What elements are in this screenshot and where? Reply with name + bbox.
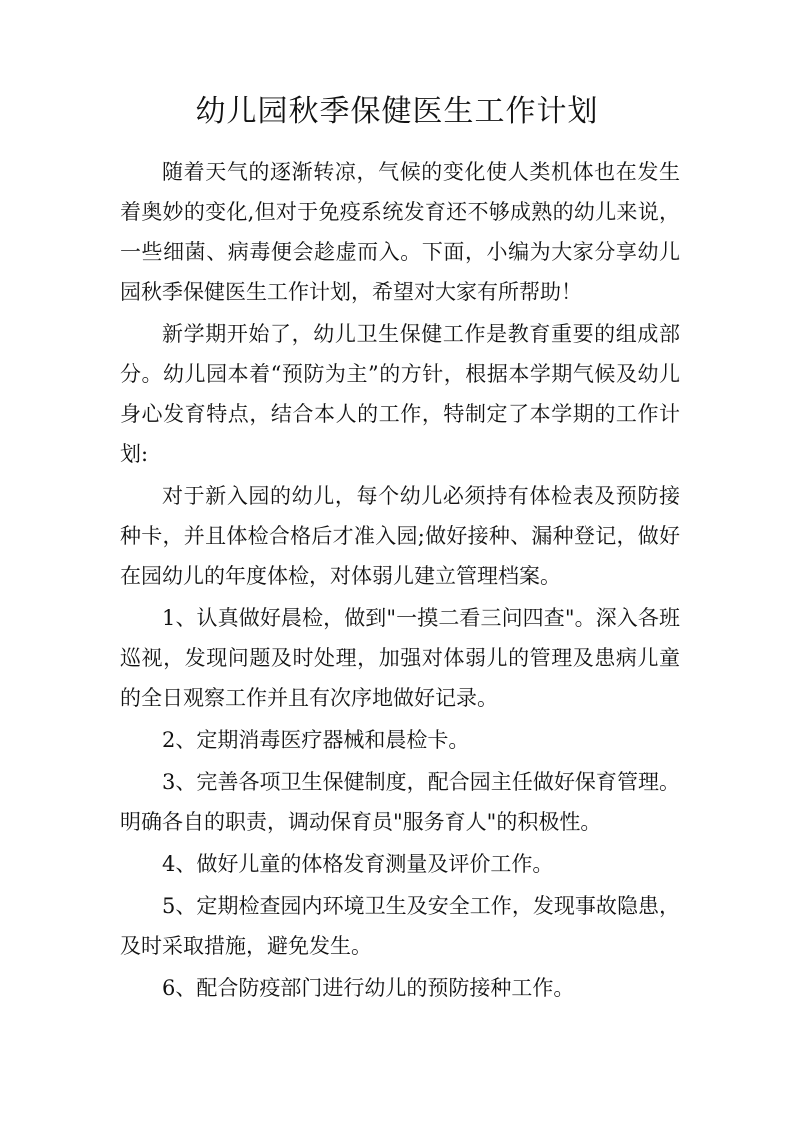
list-item-5: 5、定期检查园内环境卫生及安全工作，发现事故隐患，及时采取措施，避免发生。 (120, 894, 680, 958)
list-item-1: 1、认真做好晨检，做到"一摸二看三问四查"。深入各班巡视，发现问题及时处理，加强对体弱儿的管理及患病儿童的全日观察工作并且有次序地做好记录。 (120, 606, 680, 710)
list-item-2: 2、定期消毒医疗器械和晨检卡。 (162, 728, 470, 752)
list-item-6: 6、配合防疫部门进行幼儿的预防接种工作。 (162, 976, 575, 1000)
paragraph-intro: 随着天气的逐渐转凉，气候的变化使人类机体也在发生着奥妙的变化,但对于免疫系统发育还不够成熟的幼儿来说，一些细菌、病毒便会趁虚而入。下面，小编为大家分享幼儿园秋季保健医生工作计划，希望对大家有所帮助！ (120, 160, 680, 304)
document-body (120, 152, 680, 1010)
document-title: 幼儿园秋季保健医生工作计划 (195, 94, 599, 129)
list-item-3: 3、完善各项卫生保健制度，配合园主任做好保育管理。明确各自的职责，调动保育员"服务育人"的积极性。 (120, 770, 680, 834)
list-item-4: 4、做好儿童的体格发育测量及评价工作。 (162, 852, 554, 876)
paragraph-new-semester: 新学期开始了，幼儿卫生保健工作是教育重要的组成部分。幼儿园本着“预防为主”的方针，根据本学期气候及幼儿身心发育特点，结合本人的工作，特制定了本学期的工作计划: (120, 322, 680, 466)
paragraph-new-children: 对于新入园的幼儿，每个幼儿必须持有体检表及预防接种卡，并且体检合格后才准入园;做好接种、漏种登记，做好在园幼儿的年度体检，对体弱儿建立管理档案。 (120, 484, 680, 588)
